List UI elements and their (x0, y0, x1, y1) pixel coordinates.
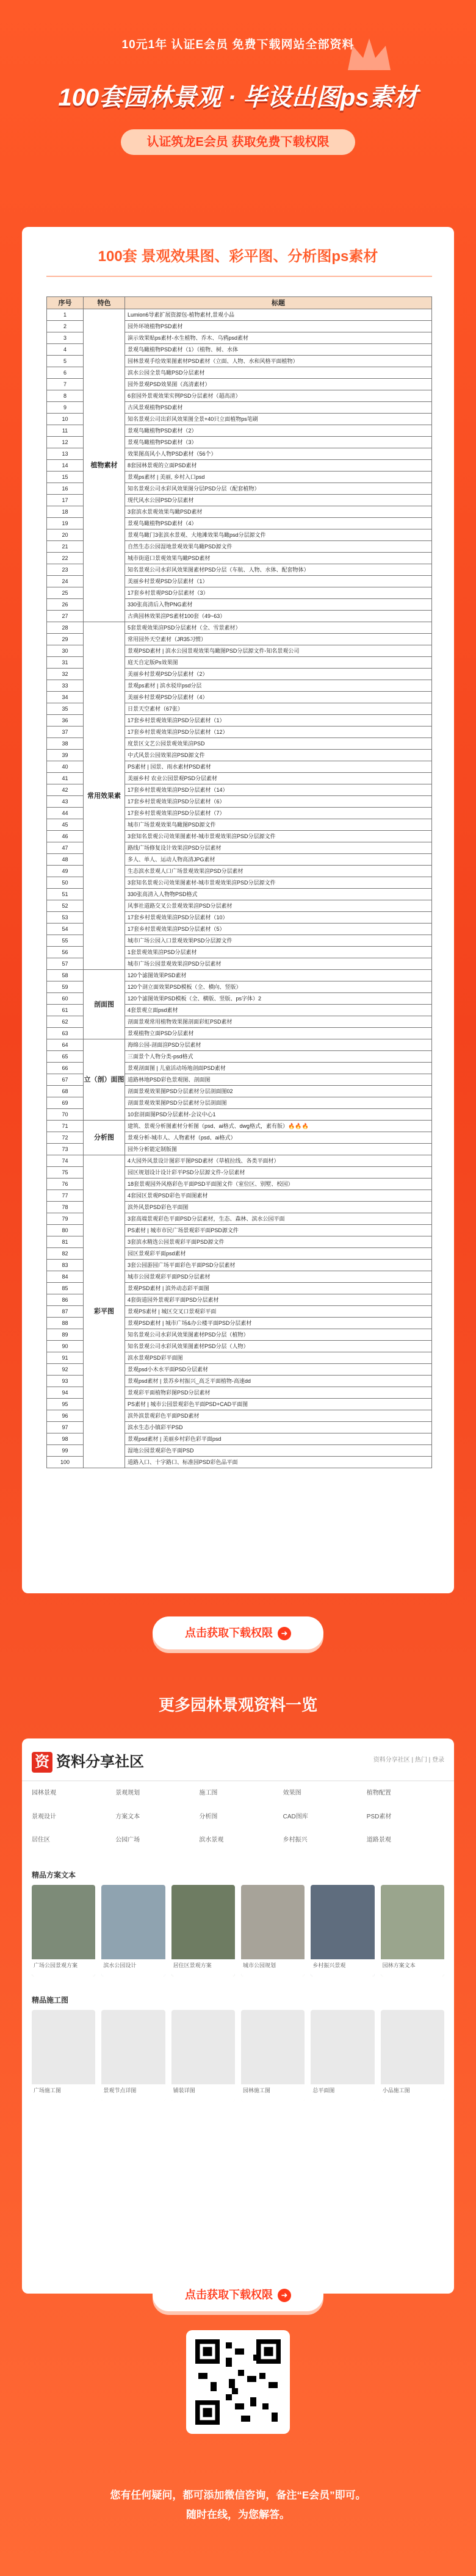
row-number: 48 (47, 854, 84, 866)
row-number: 18 (47, 506, 84, 518)
row-number: 7 (47, 379, 84, 390)
thumbnail-caption: 景观节点详图 (101, 2084, 165, 2101)
thumbnail-caption: 小品施工图 (381, 2084, 444, 2101)
row-title[interactable]: 园外分析能定制版图 (125, 1144, 432, 1155)
row-number: 67 (47, 1074, 84, 1086)
arrow-right-icon: ➜ (278, 2289, 291, 2302)
row-title[interactable]: 景观剖面图 | 儿童活动场地剖面PSD素材 (125, 1063, 432, 1074)
row-number: 1 (47, 309, 84, 321)
row-title[interactable]: 路线广场修复设计效果渲PSD分层素材 (125, 842, 432, 854)
row-title[interactable]: 120个滤图效果PSD素材 (125, 970, 432, 981)
row-number: 97 (47, 1422, 84, 1433)
row-number: 53 (47, 912, 84, 924)
get-download-button[interactable] (153, 1616, 323, 1649)
row-title[interactable]: 3套知名景观公司效果图素材-城市景观效果渲PSD分层源文件 (125, 877, 432, 889)
preview-logo-text: 资料分享社区 (56, 1754, 144, 1770)
row-number: 31 (47, 657, 84, 669)
row-number: 63 (47, 1028, 84, 1039)
section2-title: 更多园林景观资料一览 (158, 1696, 317, 1714)
row-title[interactable]: 17套乡村景观效果渲PSD分层素材（5） (125, 924, 432, 935)
row-title[interactable]: 景观鸟瞰植物PSD素材（2） (125, 425, 432, 437)
preview-thumbnail[interactable] (101, 1885, 165, 1976)
row-title[interactable]: 效果图高风小人物PSD素材（56个） (125, 448, 432, 460)
row-title[interactable]: 美丽乡村 农业公园景观PSD分层素材 (125, 773, 432, 784)
thumbnail-caption: 乡村振兴景观 (311, 1959, 374, 1976)
row-number: 79 (47, 1213, 84, 1225)
row-title[interactable]: 4套景观立面psd素材 (125, 1005, 432, 1016)
row-number: 50 (47, 877, 84, 889)
preview-category-link[interactable]: 植物配置 (366, 1790, 391, 1796)
get-download-button-2-label: 点击获取下载权限 (185, 2289, 273, 2301)
row-title[interactable]: 17套乡村景观效果渲PSD分层素材（7） (125, 808, 432, 819)
footer-text (0, 2486, 476, 2525)
preview-category-link[interactable]: 居住区 (32, 1837, 50, 1844)
row-title[interactable]: 城市广场景观效果鸟瞰图PSD源文件 (125, 819, 432, 831)
row-title[interactable]: 滨水生态小镇彩平PSD (125, 1422, 432, 1433)
section-title: 100套 景观效果图、彩平图、分析图ps素材 (98, 248, 378, 265)
row-number: 19 (47, 518, 84, 529)
row-number: 92 (47, 1364, 84, 1376)
row-title[interactable]: 6套园外景观效果实例PSD分层素材（超高清） (125, 390, 432, 402)
preview-thumbnail[interactable] (171, 1885, 235, 1976)
row-number: 95 (47, 1399, 84, 1410)
resource-table (46, 296, 432, 1468)
row-title[interactable]: 3套滨水景观效果鸟瞰PSD素材 (125, 506, 432, 518)
row-number: 3 (47, 332, 84, 344)
row-number: 37 (47, 727, 84, 738)
row-number: 99 (47, 1445, 84, 1457)
preview-section-a: 精品方案文本 (32, 1871, 76, 1879)
resource-list-card (22, 227, 454, 1593)
row-number: 75 (47, 1167, 84, 1179)
row-title[interactable]: 知名景观公司水彩风效果图素材PSD分层（人物） (125, 1341, 432, 1352)
row-title[interactable]: PS素材 | 城市公园景观彩色平面PSD+CAD平面图 (125, 1399, 432, 1410)
row-category: 剖面图 (84, 970, 125, 1039)
row-title[interactable]: 3套知名景观公司效果图素材-城市景观效果渲PSD分层源文件 (125, 831, 432, 842)
row-title[interactable]: 景观PS素材 | 城区交叉口景观彩平面 (125, 1306, 432, 1318)
row-number: 51 (47, 889, 84, 900)
row-title[interactable]: 10套剖面图PSD分层素材-会议中心1 (125, 1109, 432, 1121)
row-title[interactable]: 剖面景观效果图PSD分层素材分层剖面图 (125, 1097, 432, 1109)
row-number: 87 (47, 1306, 84, 1318)
row-number: 58 (47, 970, 84, 981)
row-number: 6 (47, 367, 84, 379)
row-number: 98 (47, 1433, 84, 1445)
row-number: 62 (47, 1016, 84, 1028)
preview-thumbs-a (32, 1885, 444, 1976)
row-title[interactable]: 17套乡村景观效果渲PSD分层素材（1） (125, 715, 432, 727)
get-download-button-label: 点击获取下载权限 (185, 1627, 273, 1639)
table-row (47, 622, 432, 634)
row-title[interactable]: 美丽乡村景观PSD分层素材（4） (125, 692, 432, 703)
row-number: 55 (47, 935, 84, 947)
row-number: 5 (47, 356, 84, 367)
row-title[interactable]: 三面景个人物分类-psd格式 (125, 1051, 432, 1063)
row-category: 常用效果素 (84, 622, 125, 970)
row-number: 83 (47, 1260, 84, 1271)
preview-category-link[interactable]: 分析图 (199, 1813, 218, 1820)
row-number: 16 (47, 483, 84, 495)
row-number: 61 (47, 1005, 84, 1016)
row-title[interactable]: 景观彩平面植物彩图PSD分层素材 (125, 1387, 432, 1399)
section-title-wrap (22, 244, 454, 265)
thumbnail-caption: 居住区景观方案 (171, 1959, 235, 1976)
row-number: 57 (47, 958, 84, 970)
row-title[interactable]: 1套景观效果渲PSD分层素材 (125, 947, 432, 958)
row-title[interactable]: 3套公园游园广场平面彩色平面PSD分层素材 (125, 1260, 432, 1271)
row-title[interactable]: 4大园外风景设计图彩平图PSD素材（草植拉线、各类平面材） (125, 1155, 432, 1167)
row-number: 35 (47, 703, 84, 715)
row-number: 22 (47, 553, 84, 564)
row-number: 94 (47, 1387, 84, 1399)
row-title[interactable]: 古风景观植物PSD素材 (125, 402, 432, 414)
row-number: 96 (47, 1410, 84, 1422)
row-number: 90 (47, 1341, 84, 1352)
row-number: 84 (47, 1271, 84, 1283)
row-title[interactable]: 滨外风景PSD彩色平面图 (125, 1202, 432, 1213)
header-title: 标题 (125, 297, 432, 309)
row-number: 39 (47, 750, 84, 761)
hero-title: 100套园林景观 · 毕设出图ps素材 (58, 84, 418, 111)
row-number: 64 (47, 1039, 84, 1051)
table-row (47, 970, 432, 981)
preview-category-link[interactable]: 方案文本 (115, 1813, 140, 1820)
row-title[interactable]: 滨外滨景观彩色平面PSD素材 (125, 1410, 432, 1422)
row-number: 36 (47, 715, 84, 727)
thumbnail-caption: 园林施工图 (241, 2084, 305, 2101)
row-title[interactable]: 园外景观PSD效果图（高清素材） (125, 379, 432, 390)
row-number: 68 (47, 1086, 84, 1097)
hero-topline: 10元1年 认证E会员 免费下载网站全部资料 (121, 38, 355, 51)
preview-category-grid (32, 1787, 444, 1854)
row-title[interactable]: 演示效果贴ps素材-水生植物、乔木、乌鸦psd素材 (125, 332, 432, 344)
row-number: 2 (47, 321, 84, 332)
row-number: 82 (47, 1248, 84, 1260)
row-title[interactable]: 剖面景观常用植物效果图剖面彩虹PSD素材 (125, 1016, 432, 1028)
row-title[interactable]: 生态滨水景观人口广场景观效果渲PSD分层素材 (125, 866, 432, 877)
table-row (47, 1155, 432, 1167)
row-title[interactable]: 17套乡村景观效果渲PSD分层素材（6） (125, 796, 432, 808)
row-title[interactable]: 建筑、景观分析图素材分析图（psd、ai格式、dwg格式，素有版）🔥🔥🔥 (125, 1121, 432, 1132)
preview-category-link[interactable]: CAD图库 (283, 1813, 308, 1820)
row-number: 41 (47, 773, 84, 784)
row-title[interactable]: PS素材 | 城市市民广场景观彩平面PSD源文件 (125, 1225, 432, 1236)
row-number: 13 (47, 448, 84, 460)
row-title[interactable]: 景观psd素材 | 美丽乡村彩色彩平面psd (125, 1433, 432, 1445)
row-title[interactable]: 18套景观园外风格彩色平面PSD平面图文件（室位区、别墅、校园） (125, 1179, 432, 1190)
crown-icon (342, 34, 397, 76)
row-title[interactable]: 17套乡村景观效果渲PSD分层素材（14） (125, 784, 432, 796)
row-number: 81 (47, 1236, 84, 1248)
header-category: 特色 (84, 297, 125, 309)
row-number: 17 (47, 495, 84, 506)
row-number: 12 (47, 437, 84, 448)
preview-category-link[interactable]: 效果图 (283, 1790, 301, 1796)
row-title[interactable]: 8套园林景观的立面PSD素材 (125, 460, 432, 472)
row-number: 80 (47, 1225, 84, 1236)
table-row (47, 1039, 432, 1051)
preview-thumbnail[interactable] (311, 2010, 374, 2101)
row-number: 38 (47, 738, 84, 750)
preview-thumbnail[interactable] (311, 1885, 374, 1976)
row-number: 69 (47, 1097, 84, 1109)
row-number: 30 (47, 645, 84, 657)
row-title[interactable]: 城市广场公园入口景观效果PSD分层源文件 (125, 935, 432, 947)
row-title[interactable]: 3套滨水精选公园景观彩平面PSD源文件 (125, 1236, 432, 1248)
preview-category-link[interactable]: 施工图 (199, 1790, 218, 1796)
thumbnail-caption: 铺装详图 (171, 2084, 235, 2101)
row-title[interactable]: 知名景观公司水彩风效果图素材PSD分层（车航、人物、水体、配套物体） (125, 564, 432, 576)
table-row (47, 309, 432, 321)
row-title[interactable]: 景观PSD素材 | 滨外动态彩平面图 (125, 1283, 432, 1294)
preview-category-link[interactable]: 道路景观 (366, 1837, 391, 1844)
preview-thumbnail[interactable] (101, 2010, 165, 2101)
row-title[interactable]: 滨水公园全景鸟瞰PSD分层素材 (125, 367, 432, 379)
row-title[interactable]: 道路林地PSD彩色景观图、剖面图 (125, 1074, 432, 1086)
row-number: 70 (47, 1109, 84, 1121)
row-title[interactable]: 景观鸟瞰植物PSD素材（4） (125, 518, 432, 529)
preview-section-b: 精品施工图 (32, 1996, 69, 2004)
row-title[interactable]: PS素材 | 园景、雨水素材PSD素材 (125, 761, 432, 773)
site-preview-card (22, 1738, 454, 2294)
row-title[interactable]: 17套乡村景观PSD分层素材（3） (125, 587, 432, 599)
qr-code-icon (192, 2336, 284, 2428)
thumbnail-caption: 广场公园景观方案 (32, 1959, 95, 1976)
row-number: 89 (47, 1329, 84, 1341)
row-number: 74 (47, 1155, 84, 1167)
row-title[interactable]: 景观鸟瞰植物PSD素材（3） (125, 437, 432, 448)
row-number: 15 (47, 472, 84, 483)
resource-table-wrap (46, 296, 432, 1468)
row-title[interactable]: 古典园林效果渲PS素材100套（49~63） (125, 611, 432, 622)
row-title[interactable]: 景观ps素材 | 滨水驳岸psd分层 (125, 680, 432, 692)
row-number: 4 (47, 344, 84, 356)
row-title[interactable]: 美丽乡村景观PSD分层素材（2） (125, 669, 432, 680)
row-category: 植物素材 (84, 309, 125, 622)
row-number: 11 (47, 425, 84, 437)
row-title[interactable]: 日景天空素材（67张） (125, 703, 432, 715)
row-title[interactable]: 园林景观手绘效果图素材PSD素材（立面、人物、水和风格平面植物） (125, 356, 432, 367)
preview-thumbnail[interactable] (32, 2010, 95, 2101)
row-category: 彩平图 (84, 1155, 125, 1468)
row-number: 40 (47, 761, 84, 773)
thumbnail-caption: 滨水公园设计 (101, 1959, 165, 1976)
row-number: 8 (47, 390, 84, 402)
thumbnail-caption: 总平面图 (311, 2084, 374, 2101)
row-number: 33 (47, 680, 84, 692)
row-number: 27 (47, 611, 84, 622)
row-number: 10 (47, 414, 84, 425)
row-number: 73 (47, 1144, 84, 1155)
section2-title-wrap (0, 1693, 476, 1715)
row-title[interactable]: 多人、单人、运动人物高清JPG素材 (125, 854, 432, 866)
logo-icon: 资 (32, 1752, 52, 1773)
row-number: 24 (47, 576, 84, 587)
row-title[interactable]: 景观psd小木水平面PSD分层素材 (125, 1364, 432, 1376)
row-number: 100 (47, 1457, 84, 1468)
row-number: 66 (47, 1063, 84, 1074)
row-title[interactable]: 现代风水公园PSD分层素材 (125, 495, 432, 506)
row-title[interactable]: 常用园外天空素材（JR35习惯） (125, 634, 432, 645)
row-number: 71 (47, 1121, 84, 1132)
row-title[interactable]: 园外环境植物PSD素材 (125, 321, 432, 332)
row-number: 86 (47, 1294, 84, 1306)
row-number: 28 (47, 622, 84, 634)
row-number: 45 (47, 819, 84, 831)
hero-membership-pill[interactable]: 认证筑龙E会员 获取免费下载权限 (121, 129, 355, 155)
row-number: 54 (47, 924, 84, 935)
row-title[interactable]: 度景区文艺公园景观效果渲PSD (125, 738, 432, 750)
row-title[interactable]: Lumion6导素扩展资源包-植物素材,景观小品 (125, 309, 432, 321)
preview-thumbnail[interactable] (381, 2010, 444, 2101)
footer-line-2: 随时在线，为您解答。 (186, 2509, 290, 2520)
preview-thumbnail[interactable] (241, 2010, 305, 2101)
row-title[interactable]: 城市街道口景观效果鸟瞰PSD素材 (125, 553, 432, 564)
row-number: 46 (47, 831, 84, 842)
preview-thumbnail[interactable] (381, 1885, 444, 1976)
row-title[interactable]: 景观psd素材 | 景苏乡村振兴_高乏平面植物-高速dd (125, 1376, 432, 1387)
row-title[interactable]: 景观PSD素材 | 滨水公园景观效果鸟瞰图PSD分层源文件-知名景观公司 (125, 645, 432, 657)
row-title[interactable]: 120个剖立面效果PSD模板（全、横向、竖版） (125, 981, 432, 993)
preview-category-link[interactable]: PSD素材 (366, 1813, 392, 1820)
row-number: 43 (47, 796, 84, 808)
row-number: 14 (47, 460, 84, 472)
row-title[interactable]: 景观分析-城市人、人物素材（psd、ai格式） (125, 1132, 432, 1144)
thumbnail-caption: 广场施工图 (32, 2084, 95, 2101)
row-title[interactable]: 17套乡村景观效果渲PSD分层素材（10） (125, 912, 432, 924)
row-title[interactable]: 景观鸟瞰门3张滨水景观、大地滩效果鸟瞰psd分层源文件 (125, 529, 432, 541)
preview-thumbnail[interactable] (171, 2010, 235, 2101)
preview-category-link[interactable]: 园林景观 (32, 1790, 56, 1796)
row-title[interactable]: 美丽乡村景观PSD分层素材（1） (125, 576, 432, 587)
row-title[interactable]: 景观植物立面PSD分层素材 (125, 1028, 432, 1039)
header-no: 序号 (47, 297, 84, 309)
row-title[interactable]: 330张高清入人物物PSD格式 (125, 889, 432, 900)
row-number: 93 (47, 1376, 84, 1387)
preview-category-link[interactable]: 景观设计 (32, 1813, 56, 1820)
row-title[interactable]: 城市公园景观彩平面PSD分层素材 (125, 1271, 432, 1283)
row-title[interactable]: 330张高清后入物PNG素材 (125, 599, 432, 611)
row-title[interactable]: 景观鸟瞰植物PSD素材（1）（植物、树、水体 (125, 344, 432, 356)
get-download-button-2[interactable] (153, 2278, 323, 2311)
row-title[interactable]: 中式风景公园效果渲PSD源文件 (125, 750, 432, 761)
row-number: 23 (47, 564, 84, 576)
row-title[interactable]: 园区规划设计设计彩平PSD分层源文件-分层素材 (125, 1167, 432, 1179)
row-title[interactable]: 滨水景观PSD彩平面图 (125, 1352, 432, 1364)
preview-category-link[interactable]: 公园广场 (115, 1837, 140, 1844)
preview-category-link[interactable]: 景观规划 (115, 1790, 140, 1796)
row-title[interactable]: 海绵公园-剖面渲PSD分层素材 (125, 1039, 432, 1051)
qr-code-card (186, 2330, 290, 2434)
row-title[interactable]: 17套乡村景观效果渲PSD分层素材（12） (125, 727, 432, 738)
divider (46, 276, 432, 277)
hero-banner (0, 0, 476, 165)
row-title[interactable]: 知名景观公司水彩风效果图素材PSD分层（植物） (125, 1329, 432, 1341)
row-title[interactable]: 风事社道路交叉公景观效果渲PSD分层素材 (125, 900, 432, 912)
row-title[interactable]: 景观ps素材 | 美丽, 乡村入口psd (125, 472, 432, 483)
row-number: 9 (47, 402, 84, 414)
row-title[interactable]: 知名景观公司出彩风效果图全景+40只立面植物ps笔刷 (125, 414, 432, 425)
row-title[interactable]: 5套景观效果渲PSD分层素材（全、雪景素材） (125, 622, 432, 634)
table-row (47, 1121, 432, 1132)
row-number: 56 (47, 947, 84, 958)
row-number: 65 (47, 1051, 84, 1063)
row-title[interactable]: 剖面景观效果图PSD分层素材分层剖面图02 (125, 1086, 432, 1097)
preview-category-link[interactable]: 乡村振兴 (283, 1837, 308, 1844)
row-title[interactable]: 4套街道园外景观彩平面PSD分层素材 (125, 1294, 432, 1306)
row-title[interactable]: 城市广场公园景观效果渲PSD分层素材 (125, 958, 432, 970)
row-category: 分析图 (84, 1121, 125, 1155)
thumbnail-caption: 城市公园规划 (241, 1959, 305, 1976)
row-title[interactable]: 道路入口、十字路口、标准园PSD彩色品平面 (125, 1457, 432, 1468)
row-title[interactable]: 园区景观彩平面psd素材 (125, 1248, 432, 1260)
row-title[interactable]: 庭天自定版Ps效果图 (125, 657, 432, 669)
row-number: 49 (47, 866, 84, 877)
preview-category-link[interactable]: 滨水景观 (199, 1837, 224, 1844)
row-number: 26 (47, 599, 84, 611)
footer-line-1: 您有任何疑问，都可添加微信咨询，备注“E会员”即可。 (110, 2489, 366, 2501)
arrow-right-icon: ➜ (278, 1627, 291, 1640)
preview-logo (32, 1749, 144, 1773)
row-number: 76 (47, 1179, 84, 1190)
row-number: 91 (47, 1352, 84, 1364)
row-title[interactable]: 4套园区景观PSD彩色平面图素材 (125, 1190, 432, 1202)
row-number: 44 (47, 808, 84, 819)
row-number: 42 (47, 784, 84, 796)
row-number: 32 (47, 669, 84, 680)
row-number: 78 (47, 1202, 84, 1213)
row-number: 59 (47, 981, 84, 993)
row-number: 47 (47, 842, 84, 854)
row-title[interactable]: 湿地公园景观彩色平面PSD (125, 1445, 432, 1457)
table-header-row (47, 297, 432, 309)
row-title[interactable]: 120个滤图效果PSD模板（全、横版、竖版、ps字体）2 (125, 993, 432, 1005)
preview-thumbnail[interactable] (241, 1885, 305, 1976)
row-number: 34 (47, 692, 84, 703)
preview-nav: 资料分享社区 | 热门 | 登录 (373, 1757, 444, 1763)
row-number: 29 (47, 634, 84, 645)
row-number: 60 (47, 993, 84, 1005)
row-number: 85 (47, 1283, 84, 1294)
preview-thumbnail[interactable] (32, 1885, 95, 1976)
row-number: 21 (47, 541, 84, 553)
row-title[interactable]: 3套高端景观彩色平面PSD分层素材，生态、森林、滨水公园平面 (125, 1213, 432, 1225)
preview-header (22, 1738, 454, 1781)
row-title[interactable]: 知名景观公司水彩风效果图分层PSD分层（配套植物） (125, 483, 432, 495)
row-number: 25 (47, 587, 84, 599)
table-body (47, 309, 432, 1468)
row-category: 立（剖）面图 (84, 1039, 125, 1121)
row-title[interactable]: 景观PSD素材 | 城市广场&办公楼平面PSD分层素材 (125, 1318, 432, 1329)
row-number: 52 (47, 900, 84, 912)
row-number: 88 (47, 1318, 84, 1329)
row-title[interactable]: 自然生态公园湿地景观效果鸟瞰PSD源文件 (125, 541, 432, 553)
row-number: 20 (47, 529, 84, 541)
preview-thumbs-b (32, 2010, 444, 2101)
row-number: 77 (47, 1190, 84, 1202)
thumbnail-caption: 园林方案文本 (381, 1959, 444, 1976)
row-number: 72 (47, 1132, 84, 1144)
